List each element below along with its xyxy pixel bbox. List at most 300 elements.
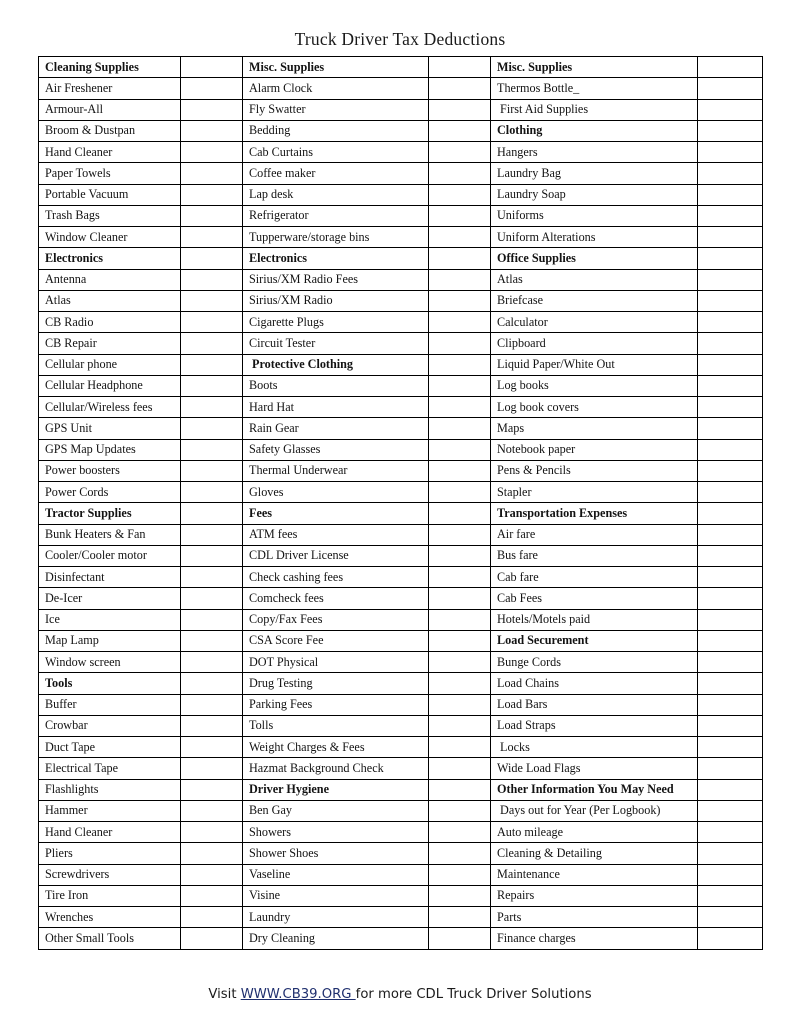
deduction-item-cell: Log books	[491, 375, 698, 396]
table-row	[39, 184, 763, 205]
checkbox-cell[interactable]	[181, 864, 243, 885]
checkbox-cell[interactable]	[181, 57, 243, 78]
checkbox-cell[interactable]	[429, 779, 491, 800]
page-title: Truck Driver Tax Deductions	[294, 28, 506, 49]
deduction-item-cell: Cab Fees	[491, 588, 698, 609]
deduction-item-cell: De-Icer	[39, 588, 181, 609]
deduction-item-cell: Cab Curtains	[243, 142, 429, 163]
deduction-item-cell: Tupperware/storage bins	[243, 227, 429, 248]
checkbox-cell[interactable]	[429, 630, 491, 651]
category-header-cell: Misc. Supplies	[243, 57, 429, 78]
deduction-item-cell: Copy/Fax Fees	[243, 609, 429, 630]
deduction-item-cell: Buffer	[39, 694, 181, 715]
deduction-item-cell: Briefcase	[491, 290, 698, 311]
deduction-item-cell: Coffee maker	[243, 163, 429, 184]
checkbox-cell[interactable]	[429, 184, 491, 205]
deduction-item-cell: Cellular Headphone	[39, 375, 181, 396]
category-header-cell: Misc. Supplies	[491, 57, 698, 78]
category-header-cell: Transportation Expenses	[491, 503, 698, 524]
checkbox-cell[interactable]	[698, 333, 763, 354]
checkbox-cell[interactable]	[181, 78, 243, 99]
table-row	[39, 163, 763, 184]
checkbox-cell[interactable]	[181, 907, 243, 928]
checkbox-cell[interactable]	[698, 715, 763, 736]
checkbox-cell[interactable]	[181, 822, 243, 843]
checkbox-cell[interactable]	[698, 269, 763, 290]
checkbox-cell[interactable]	[181, 290, 243, 311]
checkbox-cell[interactable]	[429, 715, 491, 736]
checkbox-cell[interactable]	[429, 567, 491, 588]
checkbox-cell[interactable]	[181, 758, 243, 779]
checkbox-cell[interactable]	[698, 630, 763, 651]
deduction-item-cell: Visine	[243, 885, 429, 906]
deduction-item-cell: CSA Score Fee	[243, 630, 429, 651]
deduction-item-cell: Antenna	[39, 269, 181, 290]
checkbox-cell[interactable]	[429, 57, 491, 78]
table-row	[39, 737, 763, 758]
deduction-item-cell: Days out for Year (Per Logbook)	[491, 800, 698, 821]
checkbox-cell[interactable]	[429, 885, 491, 906]
table-row	[39, 524, 763, 545]
deduction-item-cell: Hotels/Motels paid	[491, 609, 698, 630]
checkbox-cell[interactable]	[429, 163, 491, 184]
deduction-item-cell: Liquid Paper/White Out	[491, 354, 698, 375]
checkbox-cell[interactable]	[698, 503, 763, 524]
deduction-item-cell: Cellular phone	[39, 354, 181, 375]
deduction-item-cell: Calculator	[491, 312, 698, 333]
checkbox-cell[interactable]	[429, 482, 491, 503]
checkbox-cell[interactable]	[181, 375, 243, 396]
checkbox-cell[interactable]	[181, 694, 243, 715]
table-row	[39, 78, 763, 99]
checkbox-cell[interactable]	[429, 397, 491, 418]
category-header-cell: Protective Clothing	[243, 354, 429, 375]
table-row	[39, 205, 763, 226]
checkbox-cell[interactable]	[698, 673, 763, 694]
deduction-item-cell: Showers	[243, 822, 429, 843]
checkbox-cell[interactable]	[698, 843, 763, 864]
deduction-item-cell: Sirius/XM Radio Fees	[243, 269, 429, 290]
table-row	[39, 630, 763, 651]
checkbox-cell[interactable]	[429, 652, 491, 673]
table-row	[39, 673, 763, 694]
checkbox-cell[interactable]	[181, 567, 243, 588]
table-row	[39, 99, 763, 120]
deduction-item-cell: Maps	[491, 418, 698, 439]
checkbox-cell[interactable]	[698, 78, 763, 99]
deduction-item-cell: Pliers	[39, 843, 181, 864]
checkbox-cell[interactable]	[698, 758, 763, 779]
checkbox-cell[interactable]	[181, 418, 243, 439]
deduction-item-cell: Wrenches	[39, 907, 181, 928]
checkbox-cell[interactable]	[181, 630, 243, 651]
deduction-item-cell: Flashlights	[39, 779, 181, 800]
checkbox-cell[interactable]	[429, 822, 491, 843]
checkbox-cell[interactable]	[429, 418, 491, 439]
table-row	[39, 57, 763, 78]
checkbox-cell[interactable]	[698, 375, 763, 396]
checkbox-cell[interactable]	[429, 524, 491, 545]
checkbox-cell[interactable]	[429, 290, 491, 311]
table-row	[39, 460, 763, 481]
deduction-item-cell: Parts	[491, 907, 698, 928]
category-header-cell: Driver Hygiene	[243, 779, 429, 800]
table-row	[39, 652, 763, 673]
checkbox-cell[interactable]	[698, 737, 763, 758]
category-header-cell: Cleaning Supplies	[39, 57, 181, 78]
table-row	[39, 290, 763, 311]
deduction-item-cell: Stapler	[491, 482, 698, 503]
deduction-item-cell: Screwdrivers	[39, 864, 181, 885]
table-row	[39, 545, 763, 566]
deduction-item-cell: Notebook paper	[491, 439, 698, 460]
checkbox-cell[interactable]	[181, 779, 243, 800]
checkbox-cell[interactable]	[429, 545, 491, 566]
deduction-item-cell: Map Lamp	[39, 630, 181, 651]
deduction-item-cell: Duct Tape	[39, 737, 181, 758]
deduction-item-cell: Pens & Pencils	[491, 460, 698, 481]
deduction-item-cell: Locks	[491, 737, 698, 758]
deduction-item-cell: Air Freshener	[39, 78, 181, 99]
checkbox-cell[interactable]	[698, 800, 763, 821]
checkbox-cell[interactable]	[698, 460, 763, 481]
category-header-cell: Tractor Supplies	[39, 503, 181, 524]
checkbox-cell[interactable]	[429, 928, 491, 949]
deduction-item-cell: Paper Towels	[39, 163, 181, 184]
checkbox-cell[interactable]	[698, 928, 763, 949]
deduction-item-cell: Cooler/Cooler motor	[39, 545, 181, 566]
deduction-item-cell: Thermos Bottle_	[491, 78, 698, 99]
checkbox-cell[interactable]	[429, 864, 491, 885]
checkbox-cell[interactable]	[429, 758, 491, 779]
category-header-cell: Office Supplies	[491, 248, 698, 269]
deduction-item-cell: CB Radio	[39, 312, 181, 333]
checkbox-cell[interactable]	[181, 99, 243, 120]
table-body	[39, 57, 763, 950]
checkbox-cell[interactable]	[429, 248, 491, 269]
deduction-item-cell: Hand Cleaner	[39, 822, 181, 843]
deduction-item-cell: Gloves	[243, 482, 429, 503]
checkbox-cell[interactable]	[698, 694, 763, 715]
checkbox-cell[interactable]	[429, 99, 491, 120]
checkbox-cell[interactable]	[429, 375, 491, 396]
table-row	[39, 567, 763, 588]
deduction-item-cell: Power boosters	[39, 460, 181, 481]
deduction-item-cell: Check cashing fees	[243, 567, 429, 588]
category-header-cell: Tools	[39, 673, 181, 694]
deduction-item-cell: Ice	[39, 609, 181, 630]
table-row	[39, 588, 763, 609]
checkbox-cell[interactable]	[181, 333, 243, 354]
checkbox-cell[interactable]	[181, 885, 243, 906]
checkbox-cell[interactable]	[429, 737, 491, 758]
checkbox-cell[interactable]	[181, 503, 243, 524]
checkbox-cell[interactable]	[181, 397, 243, 418]
deduction-item-cell: Other Small Tools	[39, 928, 181, 949]
checkbox-cell[interactable]	[429, 503, 491, 524]
checkbox-cell[interactable]	[181, 652, 243, 673]
table-row	[39, 418, 763, 439]
checkbox-cell[interactable]	[181, 205, 243, 226]
checkbox-cell[interactable]	[698, 205, 763, 226]
table-row	[39, 885, 763, 906]
checkbox-cell[interactable]	[698, 354, 763, 375]
deduction-item-cell: Bunge Cords	[491, 652, 698, 673]
deduction-item-cell: Cellular/Wireless fees	[39, 397, 181, 418]
checkbox-cell[interactable]	[429, 142, 491, 163]
deduction-item-cell: GPS Unit	[39, 418, 181, 439]
table-row	[39, 439, 763, 460]
deduction-item-cell: Bus fare	[491, 545, 698, 566]
deduction-item-cell: Auto mileage	[491, 822, 698, 843]
checkbox-cell[interactable]	[181, 588, 243, 609]
category-header-cell: Clothing	[491, 120, 698, 141]
checkbox-cell[interactable]	[181, 248, 243, 269]
deduction-item-cell: Laundry Bag	[491, 163, 698, 184]
category-header-cell: Other Information You May Need	[491, 779, 698, 800]
checkbox-cell[interactable]	[429, 907, 491, 928]
deduction-item-cell: Boots	[243, 375, 429, 396]
deduction-item-cell: Hazmat Background Check	[243, 758, 429, 779]
deduction-item-cell: Finance charges	[491, 928, 698, 949]
deduction-item-cell: Refrigerator	[243, 205, 429, 226]
table-row	[39, 248, 763, 269]
deduction-item-cell: Log book covers	[491, 397, 698, 418]
checkbox-cell[interactable]	[181, 439, 243, 460]
checkbox-cell[interactable]	[698, 163, 763, 184]
deduction-item-cell: Atlas	[491, 269, 698, 290]
checkbox-cell[interactable]	[181, 609, 243, 630]
table-row	[39, 800, 763, 821]
checkbox-cell[interactable]	[181, 843, 243, 864]
table-row	[39, 312, 763, 333]
deduction-item-cell: Uniforms	[491, 205, 698, 226]
checkbox-cell[interactable]	[698, 418, 763, 439]
deduction-item-cell: Portable Vacuum	[39, 184, 181, 205]
deduction-item-cell: Wide Load Flags	[491, 758, 698, 779]
category-header-cell: Fees	[243, 503, 429, 524]
table-row	[39, 503, 763, 524]
deduction-item-cell: Window Cleaner	[39, 227, 181, 248]
table-row	[39, 354, 763, 375]
deduction-item-cell: Disinfectant	[39, 567, 181, 588]
table-row	[39, 333, 763, 354]
checkbox-cell[interactable]	[181, 673, 243, 694]
checkbox-cell[interactable]	[429, 843, 491, 864]
checkbox-cell[interactable]	[181, 227, 243, 248]
table-row	[39, 715, 763, 736]
deduction-item-cell: Laundry Soap	[491, 184, 698, 205]
deduction-item-cell: Parking Fees	[243, 694, 429, 715]
deduction-item-cell: Crowbar	[39, 715, 181, 736]
deduction-item-cell: Ben Gay	[243, 800, 429, 821]
checkbox-cell[interactable]	[181, 460, 243, 481]
checkbox-cell[interactable]	[698, 907, 763, 928]
deduction-item-cell: Load Straps	[491, 715, 698, 736]
checkbox-cell[interactable]	[429, 312, 491, 333]
checkbox-cell[interactable]	[698, 120, 763, 141]
table-row	[39, 142, 763, 163]
checkbox-cell[interactable]	[698, 567, 763, 588]
checkbox-cell[interactable]	[698, 184, 763, 205]
checkbox-cell[interactable]	[698, 397, 763, 418]
checkbox-cell[interactable]	[698, 290, 763, 311]
footer-suffix: for more CDL Truck Driver Solutions	[355, 987, 592, 1002]
table-row	[39, 269, 763, 290]
deduction-item-cell: Lap desk	[243, 184, 429, 205]
checkbox-cell[interactable]	[429, 269, 491, 290]
cb39-website-link[interactable]: WWW.CB39.ORG	[240, 987, 356, 1002]
checkbox-cell[interactable]	[429, 333, 491, 354]
deduction-item-cell: First Aid Supplies	[491, 99, 698, 120]
deduction-item-cell: Cigarette Plugs	[243, 312, 429, 333]
deduction-item-cell: Safety Glasses	[243, 439, 429, 460]
checkbox-cell[interactable]	[181, 737, 243, 758]
table-row	[39, 397, 763, 418]
category-header-cell: Load Securement	[491, 630, 698, 651]
deduction-item-cell: Thermal Underwear	[243, 460, 429, 481]
table-row	[39, 120, 763, 141]
deduction-item-cell: Weight Charges & Fees	[243, 737, 429, 758]
table-row	[39, 375, 763, 396]
table-row	[39, 609, 763, 630]
checkbox-cell[interactable]	[698, 312, 763, 333]
checkbox-cell[interactable]	[698, 99, 763, 120]
checkbox-cell[interactable]	[429, 78, 491, 99]
checkbox-cell[interactable]	[181, 928, 243, 949]
checkbox-cell[interactable]	[698, 545, 763, 566]
checkbox-cell[interactable]	[429, 673, 491, 694]
checkbox-cell[interactable]	[429, 439, 491, 460]
category-header-cell: Electronics	[39, 248, 181, 269]
deduction-item-cell: Load Bars	[491, 694, 698, 715]
checkbox-cell[interactable]	[698, 885, 763, 906]
checkbox-cell[interactable]	[181, 269, 243, 290]
deduction-item-cell: Circuit Tester	[243, 333, 429, 354]
checkbox-cell[interactable]	[181, 482, 243, 503]
category-header-cell: Electronics	[243, 248, 429, 269]
table-row	[39, 779, 763, 800]
deduction-item-cell: Dry Cleaning	[243, 928, 429, 949]
deduction-item-cell: Electrical Tape	[39, 758, 181, 779]
checkbox-cell[interactable]	[698, 142, 763, 163]
checkbox-cell[interactable]	[698, 779, 763, 800]
deduction-item-cell: Bunk Heaters & Fan	[39, 524, 181, 545]
deduction-item-cell: Air fare	[491, 524, 698, 545]
deduction-item-cell: Bedding	[243, 120, 429, 141]
deduction-item-cell: Fly Swatter	[243, 99, 429, 120]
deduction-item-cell: Clipboard	[491, 333, 698, 354]
deduction-item-cell: Uniform Alterations	[491, 227, 698, 248]
deduction-item-cell: Maintenance	[491, 864, 698, 885]
table-row	[39, 482, 763, 503]
checkbox-cell[interactable]	[181, 715, 243, 736]
checkbox-cell[interactable]	[429, 354, 491, 375]
checkbox-cell[interactable]	[429, 694, 491, 715]
checkbox-cell[interactable]	[429, 205, 491, 226]
checkbox-cell[interactable]	[181, 800, 243, 821]
checkbox-cell[interactable]	[698, 524, 763, 545]
checkbox-cell[interactable]	[181, 354, 243, 375]
table-row	[39, 928, 763, 949]
deduction-item-cell: Trash Bags	[39, 205, 181, 226]
deduction-item-cell: Cab fare	[491, 567, 698, 588]
checkbox-cell[interactable]	[429, 609, 491, 630]
checkbox-cell[interactable]	[698, 609, 763, 630]
deduction-item-cell: Cleaning & Detailing	[491, 843, 698, 864]
checkbox-cell[interactable]	[698, 652, 763, 673]
checkbox-cell[interactable]	[429, 460, 491, 481]
deduction-item-cell: Tolls	[243, 715, 429, 736]
checkbox-cell[interactable]	[698, 439, 763, 460]
deduction-item-cell: GPS Map Updates	[39, 439, 181, 460]
deduction-item-cell: Hangers	[491, 142, 698, 163]
deduction-item-cell: Hammer	[39, 800, 181, 821]
checkbox-cell[interactable]	[181, 120, 243, 141]
checkbox-cell[interactable]	[429, 120, 491, 141]
deduction-item-cell: Window screen	[39, 652, 181, 673]
table-row	[39, 864, 763, 885]
deduction-item-cell: Laundry	[243, 907, 429, 928]
deduction-item-cell: Hand Cleaner	[39, 142, 181, 163]
footer-note	[0, 987, 800, 1002]
checkbox-cell[interactable]	[181, 524, 243, 545]
deduction-item-cell: Drug Testing	[243, 673, 429, 694]
deduction-item-cell: Broom & Dustpan	[39, 120, 181, 141]
checkbox-cell[interactable]	[429, 227, 491, 248]
deduction-item-cell: Hard Hat	[243, 397, 429, 418]
checkbox-cell[interactable]	[429, 800, 491, 821]
deduction-item-cell: Alarm Clock	[243, 78, 429, 99]
deduction-item-cell: Shower Shoes	[243, 843, 429, 864]
deduction-item-cell: Armour-All	[39, 99, 181, 120]
deduction-item-cell: Repairs	[491, 885, 698, 906]
deduction-item-cell: CB Repair	[39, 333, 181, 354]
checkbox-cell[interactable]	[698, 864, 763, 885]
checkbox-cell[interactable]	[181, 184, 243, 205]
table-row	[39, 758, 763, 779]
checkbox-cell[interactable]	[698, 248, 763, 269]
checkbox-cell[interactable]	[698, 227, 763, 248]
table-row	[39, 843, 763, 864]
table-row	[39, 694, 763, 715]
deduction-item-cell: Load Chains	[491, 673, 698, 694]
deduction-item-cell: Power Cords	[39, 482, 181, 503]
checkbox-cell[interactable]	[698, 588, 763, 609]
checkbox-cell[interactable]	[181, 163, 243, 184]
checkbox-cell[interactable]	[181, 312, 243, 333]
checkbox-cell[interactable]	[698, 482, 763, 503]
deduction-item-cell: ATM fees	[243, 524, 429, 545]
checkbox-cell[interactable]	[181, 142, 243, 163]
checkbox-cell[interactable]	[181, 545, 243, 566]
deduction-item-cell: CDL Driver License	[243, 545, 429, 566]
deduction-item-cell: Atlas	[39, 290, 181, 311]
footer-prefix: Visit	[208, 987, 241, 1002]
deduction-item-cell: Rain Gear	[243, 418, 429, 439]
deduction-item-cell: DOT Physical	[243, 652, 429, 673]
checkbox-cell[interactable]	[698, 57, 763, 78]
deduction-item-cell: Sirius/XM Radio	[243, 290, 429, 311]
checkbox-cell[interactable]	[698, 822, 763, 843]
deduction-item-cell: Vaseline	[243, 864, 429, 885]
table-row	[39, 907, 763, 928]
deduction-item-cell: Comcheck fees	[243, 588, 429, 609]
table-row	[39, 822, 763, 843]
tax-deductions-table	[38, 56, 763, 950]
table-row	[39, 227, 763, 248]
checkbox-cell[interactable]	[429, 588, 491, 609]
